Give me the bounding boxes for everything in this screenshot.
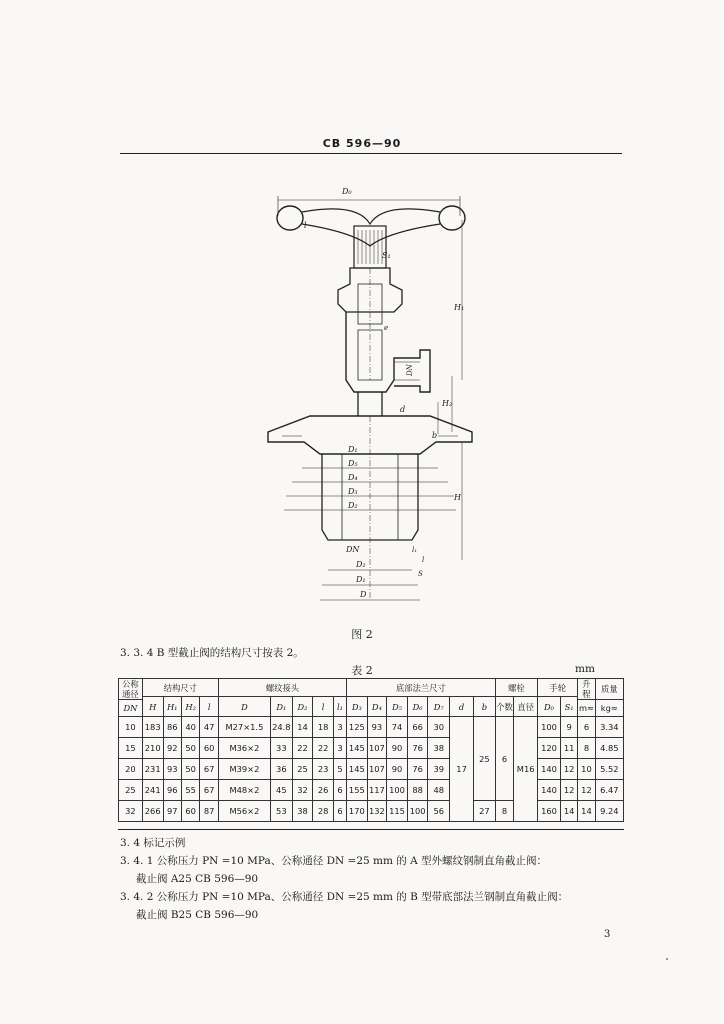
cell-d6: 66 [407,717,428,738]
cell-tl: 23 [313,759,334,780]
figure-caption: 图 2 [351,628,373,641]
col-mass: 质量 [595,679,623,700]
cell-s1: 12 [560,780,577,801]
cell-d7: 39 [428,759,450,780]
label-d2: D₂ [356,560,366,569]
cell-s1: 11 [560,738,577,759]
cell-dn: 15 [119,738,143,759]
cell-d4: 107 [367,759,387,780]
table-row [119,717,624,738]
cell-mass: 4.85 [595,738,623,759]
cell-h1: 97 [163,801,181,822]
cell-d-common: 17 [450,717,474,822]
cell-d6: 88 [407,780,428,801]
cell-d3: 145 [347,759,368,780]
cell-h2: 50 [181,738,199,759]
col-dn: DN [119,700,143,717]
cell-dn: 25 [119,780,143,801]
label-d0: D₀ [342,187,352,196]
col-lift: 升程 [578,679,595,700]
cell-lift: 12 [578,780,595,801]
cell-d0: 140 [538,759,561,780]
col-d7: D₇ [428,697,450,717]
cell-d3: 170 [347,801,368,822]
valve-drawing [262,180,482,620]
cell-tl: 28 [313,801,334,822]
cell-mass: 3.34 [595,717,623,738]
label-h2: H₂ [442,399,453,408]
col-thread-l1: l₁ [333,697,346,717]
document-header: CB 596—90 [322,137,402,150]
label-l: l [304,221,307,230]
label-d: D [360,590,367,599]
cell-h2: 60 [181,801,199,822]
col-thread-d: D [218,697,270,717]
label-l-bottom: l [422,556,425,564]
col-d6: D₆ [407,697,428,717]
cell-d5: 90 [387,738,408,759]
cell-dn: 32 [119,801,143,822]
cell-d3: 155 [347,780,368,801]
cell-h2: 50 [181,759,199,780]
cell-d0: 120 [538,738,561,759]
cell-thread: M36×2 [218,738,270,759]
cell-d4: 117 [367,780,387,801]
cell-h: 241 [142,780,163,801]
cell-d6: 76 [407,738,428,759]
cell-mass: 6.47 [595,780,623,801]
cell-d5: 115 [387,801,408,822]
cell-d6: 76 [407,759,428,780]
cell-tl: 18 [313,717,334,738]
col-bolt-diameter: 直径 [514,697,538,717]
cell-l1: 5 [333,759,346,780]
table-title: 表 2 [351,664,373,677]
cell-d0: 100 [538,717,561,738]
cell-d4: 132 [367,801,387,822]
cell-b-last: 27 [474,801,496,822]
cell-h1: 92 [163,738,181,759]
example-2: 截止阀 B25 CB 596—90 [136,909,259,921]
label-d4: D₄ [348,473,358,482]
cell-h1: 86 [163,717,181,738]
cell-mass: 5.52 [595,759,623,780]
cell-l: 60 [200,738,218,759]
label-d1-inner: D₁ [348,445,358,454]
label-d-small: d [400,405,406,414]
cell-l1: 6 [333,780,346,801]
col-d3: D₃ [347,697,368,717]
label-h: H [454,493,461,502]
table-row [119,801,624,822]
header-rule [120,153,622,154]
label-d1: D₁ [356,575,366,584]
cell-d2: 32 [292,780,313,801]
table-row [119,759,624,780]
cell-lift: 6 [578,717,595,738]
scan-speck [666,958,668,960]
clause-3-4-2: 3. 4. 2 公称压力 PN =10 MPa、公称通径 DN =25 mm 的 B 型带底部法兰钢制直角截止阀： [120,891,569,903]
cell-count-upper: 6 [495,717,513,801]
group-thread: 螺纹接头 [218,679,346,697]
label-e: e [384,324,389,332]
cell-thread: M27×1.5 [218,717,270,738]
group-structure: 结构尺寸 [142,679,218,697]
cell-s1: 14 [560,801,577,822]
cell-s1: 9 [560,717,577,738]
cell-tl: 26 [313,780,334,801]
cell-b-upper: 25 [474,717,496,801]
label-d5: D₅ [348,459,358,468]
col-nominal: 公称通径 [119,679,143,700]
cell-h2: 40 [181,717,199,738]
cell-d2: 25 [292,759,313,780]
cell-d7: 48 [428,780,450,801]
cell-mass: 9.24 [595,801,623,822]
cell-l: 67 [200,759,218,780]
col-mass-unit: kg≈ [595,700,623,717]
example-1: 截止阀 A25 CB 596—90 [136,873,259,885]
cell-d7: 56 [428,801,450,822]
col-d4: D₄ [367,697,387,717]
label-s1: S₁ [382,251,391,260]
cell-d5: 90 [387,759,408,780]
cell-h: 183 [142,717,163,738]
cell-d4: 107 [367,738,387,759]
table-row [119,738,624,759]
cell-d2: 38 [292,801,313,822]
cell-d1: 24.8 [270,717,292,738]
col-lift-unit: m≈ [578,700,595,717]
spec-table [118,678,624,822]
cell-dn: 10 [119,717,143,738]
col-thread-l: l [313,697,334,717]
label-l1: l₁ [412,546,418,554]
col-l: l [200,697,218,717]
cell-lift: 8 [578,738,595,759]
cell-h2: 55 [181,780,199,801]
col-s1: S₁ [560,697,577,717]
col-h2: H₂ [181,697,199,717]
label-d2-inner: D₂ [348,501,358,510]
col-bolt-count: 个数 [495,697,513,717]
cell-bolt-dia: M16 [514,717,538,822]
cell-count-last: 8 [495,801,513,822]
cell-d2: 14 [292,717,313,738]
cell-d4: 93 [367,717,387,738]
cell-d1: 33 [270,738,292,759]
cell-thread: M39×2 [218,759,270,780]
col-d5: D₅ [387,697,408,717]
clause-3-3-4: 3. 3. 4 B 型截止阀的结构尺寸按表 2。 [120,647,304,659]
cell-h: 266 [142,801,163,822]
table-row [119,780,624,801]
page-number: 3 [604,929,611,940]
cell-l1: 3 [333,738,346,759]
col-d0: D₀ [538,697,561,717]
group-handwheel: 手轮 [538,679,578,697]
cell-h: 210 [142,738,163,759]
col-h: H [142,697,163,717]
col-thread-d2: D₂ [292,697,313,717]
cell-d1: 53 [270,801,292,822]
cell-l1: 6 [333,801,346,822]
label-d3: D₃ [348,487,358,496]
label-dn: DN [346,545,360,554]
cell-lift: 10 [578,759,595,780]
section-3-4-title: 3. 4 标记示例 [120,837,186,849]
clause-3-4-1: 3. 4. 1 公称压力 PN =10 MPa、公称通径 DN =25 mm 的 A 型外螺纹钢制直角截止阀： [120,855,548,867]
label-b: b [432,431,438,440]
cell-d2: 22 [292,738,313,759]
cell-d0: 140 [538,780,561,801]
cell-tl: 22 [313,738,334,759]
cell-thread: M56×2 [218,801,270,822]
group-flange: 底部法兰尺寸 [347,679,496,697]
label-s: S [418,570,423,578]
cell-lift: 14 [578,801,595,822]
cell-l: 87 [200,801,218,822]
cell-d6: 100 [407,801,428,822]
cell-d5: 100 [387,780,408,801]
cell-s1: 12 [560,759,577,780]
table-bottom-rule [118,829,624,830]
table-unit: mm [575,663,595,675]
cell-l1: 3 [333,717,346,738]
cell-d7: 30 [428,717,450,738]
col-flange-d: d [450,697,474,717]
cell-h1: 96 [163,780,181,801]
cell-d5: 74 [387,717,408,738]
col-thread-d1: D₁ [270,697,292,717]
cell-h: 231 [142,759,163,780]
cell-thread: M48×2 [218,780,270,801]
label-h1: H₁ [454,303,465,312]
cell-d0: 160 [538,801,561,822]
cell-d7: 38 [428,738,450,759]
label-dn-side: DN [406,364,414,376]
col-h1: H₁ [163,697,181,717]
group-bolt: 螺栓 [495,679,537,697]
col-flange-b: b [474,697,496,717]
cell-d1: 36 [270,759,292,780]
cell-d3: 125 [347,717,368,738]
cell-l: 47 [200,717,218,738]
cell-d1: 45 [270,780,292,801]
cell-l: 67 [200,780,218,801]
cell-h1: 93 [163,759,181,780]
cell-d3: 145 [347,738,368,759]
cell-dn: 20 [119,759,143,780]
